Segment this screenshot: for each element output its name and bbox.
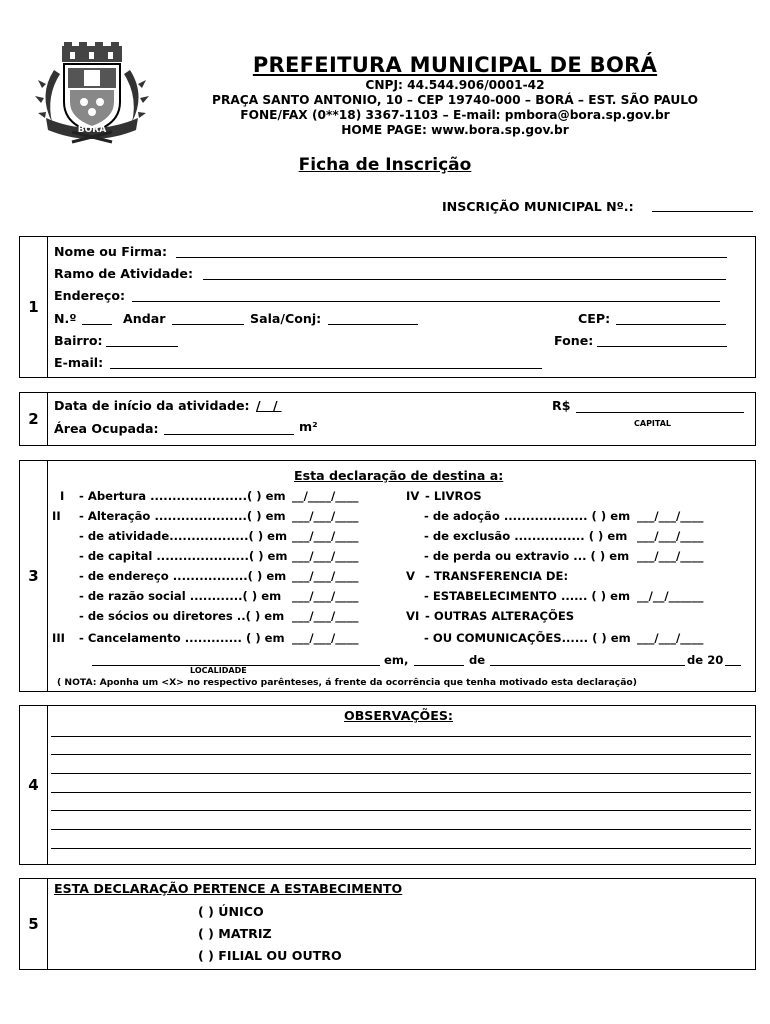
option-razao-social[interactable]: - de razão social ............( ) em (79, 589, 282, 603)
de20-label: de 20 (687, 653, 724, 667)
section-number: 4 (20, 706, 48, 864)
email-field[interactable] (110, 368, 542, 369)
option-cancelamento[interactable]: - Cancelamento ............. ( ) em (79, 631, 285, 645)
m2-label: m² (299, 419, 318, 434)
date-field[interactable]: ___/___/____ (292, 589, 359, 603)
date-field[interactable]: ___/___/____ (292, 569, 359, 583)
cep-label: CEP: (578, 311, 611, 326)
numero-label: N.º (54, 311, 77, 326)
date-field[interactable]: ___/___/____ (637, 549, 704, 563)
group-livros: - LIVROS (425, 489, 482, 503)
cnpj: CNPJ: 44.544.906/0001-42 (365, 78, 545, 92)
date-field[interactable]: ___/___/____ (292, 609, 359, 623)
area-field[interactable] (164, 434, 294, 435)
email-label: E-mail: (54, 355, 104, 370)
numero-field[interactable] (82, 324, 112, 325)
option-perda-extravio[interactable]: - de perda ou extravio ... ( ) em (424, 549, 630, 563)
observacao-line[interactable] (51, 773, 751, 774)
roman-numeral: III (52, 631, 65, 645)
municipal-crest (32, 40, 152, 144)
roman-numeral: II (52, 509, 61, 523)
option-filial[interactable]: ( ) FILIAL OU OUTRO (198, 948, 342, 963)
capital-field[interactable] (576, 412, 744, 413)
group-outras-alteracoes: - OUTRAS ALTERAÇÕES (425, 609, 575, 623)
em-label: em, (384, 653, 409, 667)
rs-label: R$ (552, 398, 571, 413)
section-4 (19, 705, 756, 865)
roman-numeral: V (406, 569, 415, 583)
option-endereco[interactable]: - de endereço .................( ) em (79, 569, 287, 583)
date-field[interactable]: __/____/____ (292, 489, 359, 503)
observacoes-heading: OBSERVAÇÕES: (344, 708, 453, 723)
option-atividade[interactable]: - de atividade..................( ) em (79, 529, 288, 543)
andar-field[interactable] (172, 324, 244, 325)
fone-field[interactable] (597, 346, 727, 347)
estabelecimento-heading: ESTA DECLARAÇÃO PERTENCE A ESTABECIMENTO (54, 881, 403, 896)
cep-field[interactable] (616, 324, 726, 325)
de-label: de (469, 653, 486, 667)
option-exclusao[interactable]: - de exclusão ................ ( ) em (424, 529, 628, 543)
declaracao-heading: Esta declaração de destina a: (294, 468, 504, 483)
section-number: 3 (20, 461, 48, 691)
section-5 (19, 878, 756, 970)
nome-field[interactable] (176, 257, 727, 258)
observacao-line[interactable] (51, 848, 751, 849)
fone-label: Fone: (554, 333, 594, 348)
roman-numeral: IV (406, 489, 420, 503)
localidade-caption: LOCALIDADE (190, 666, 247, 675)
option-adocao[interactable]: - de adoção ................... ( ) em (424, 509, 631, 523)
endereco-field[interactable] (132, 301, 720, 302)
section-3 (19, 460, 756, 692)
endereco-label: Endereço: (54, 288, 126, 303)
option-abertura[interactable]: - Abertura ......................( ) em (79, 489, 286, 503)
sala-label: Sala/Conj: (250, 311, 322, 326)
page-title: PREFEITURA MUNICIPAL DE BORÁ (252, 53, 658, 77)
option-alteracao[interactable]: - Alteração .....................( ) em (79, 509, 286, 523)
nome-label: Nome ou Firma: (54, 244, 168, 259)
address: PRAÇA SANTO ANTONIO, 10 – CEP 19740-000 – BORÁ – EST. SÃO PAULO (212, 93, 698, 107)
section-1 (19, 236, 756, 378)
observacao-line[interactable] (51, 829, 751, 830)
ano-field[interactable] (725, 665, 741, 666)
data-inicio-label: Data de início da atividade: (54, 398, 250, 413)
dia-field[interactable] (414, 665, 464, 666)
roman-numeral: VI (406, 609, 420, 623)
homepage: HOME PAGE: www.bora.sp.gov.br (341, 123, 569, 137)
date-field[interactable]: ___/___/____ (637, 631, 704, 645)
crest-text: BORÁ (77, 125, 107, 135)
option-unico[interactable]: ( ) ÚNICO (198, 904, 264, 919)
ramo-field[interactable] (203, 279, 726, 280)
date-field[interactable]: ___/___/____ (637, 529, 704, 543)
option-estabelecimento[interactable]: - ESTABELECIMENTO ...... ( ) em (424, 589, 631, 603)
contact: FONE/FAX (0**18) 3367-1103 – E-mail: pmbora@bora.sp.gov.br (240, 108, 670, 122)
nota-text: ( NOTA: Aponha um <X> no respectivo parênteses, á frente da ocorrência que tenha motivado esta declaração) (57, 677, 637, 688)
observacao-line[interactable] (51, 736, 751, 737)
section-number: 5 (20, 879, 48, 969)
ramo-label: Ramo de Atividade: (54, 266, 194, 281)
inscricao-field[interactable] (652, 211, 753, 212)
sala-field[interactable] (328, 324, 418, 325)
option-comunicacoes[interactable]: - OU COMUNICAÇÕES...... ( ) em (424, 631, 631, 645)
option-matriz[interactable]: ( ) MATRIZ (198, 926, 272, 941)
date-field[interactable]: ___/___/____ (292, 509, 359, 523)
date-field[interactable]: ___/___/____ (637, 509, 704, 523)
bairro-label: Bairro: (54, 333, 103, 348)
inscricao-label: INSCRIÇÃO MUNICIPAL Nº.: (442, 199, 634, 214)
mes-field[interactable] (490, 665, 685, 666)
observacao-line[interactable] (51, 810, 751, 811)
group-transferencia: - TRANSFERENCIA DE: (425, 569, 569, 583)
section-number: 1 (20, 237, 48, 377)
area-label: Área Ocupada: (54, 421, 159, 436)
bairro-field[interactable] (106, 346, 178, 347)
roman-numeral: I (60, 489, 65, 503)
date-field[interactable]: ___/___/____ (292, 631, 359, 645)
andar-label: Andar (123, 311, 166, 326)
capital-caption: CAPITAL (634, 419, 672, 428)
form-title: Ficha de Inscrição (298, 155, 472, 175)
data-inicio-field[interactable]: / / (256, 398, 282, 413)
section-number: 2 (20, 393, 48, 445)
section-2 (19, 392, 756, 446)
observacao-line[interactable] (51, 754, 751, 755)
date-field[interactable]: __/__/______ (637, 589, 704, 603)
option-socios[interactable]: - de sócios ou diretores ..( ) em (79, 609, 285, 623)
observacao-line[interactable] (51, 792, 751, 793)
date-field[interactable]: ___/___/____ (292, 549, 359, 563)
option-capital[interactable]: - de capital .....................( ) em (79, 549, 288, 563)
date-field[interactable]: ___/___/____ (292, 529, 359, 543)
